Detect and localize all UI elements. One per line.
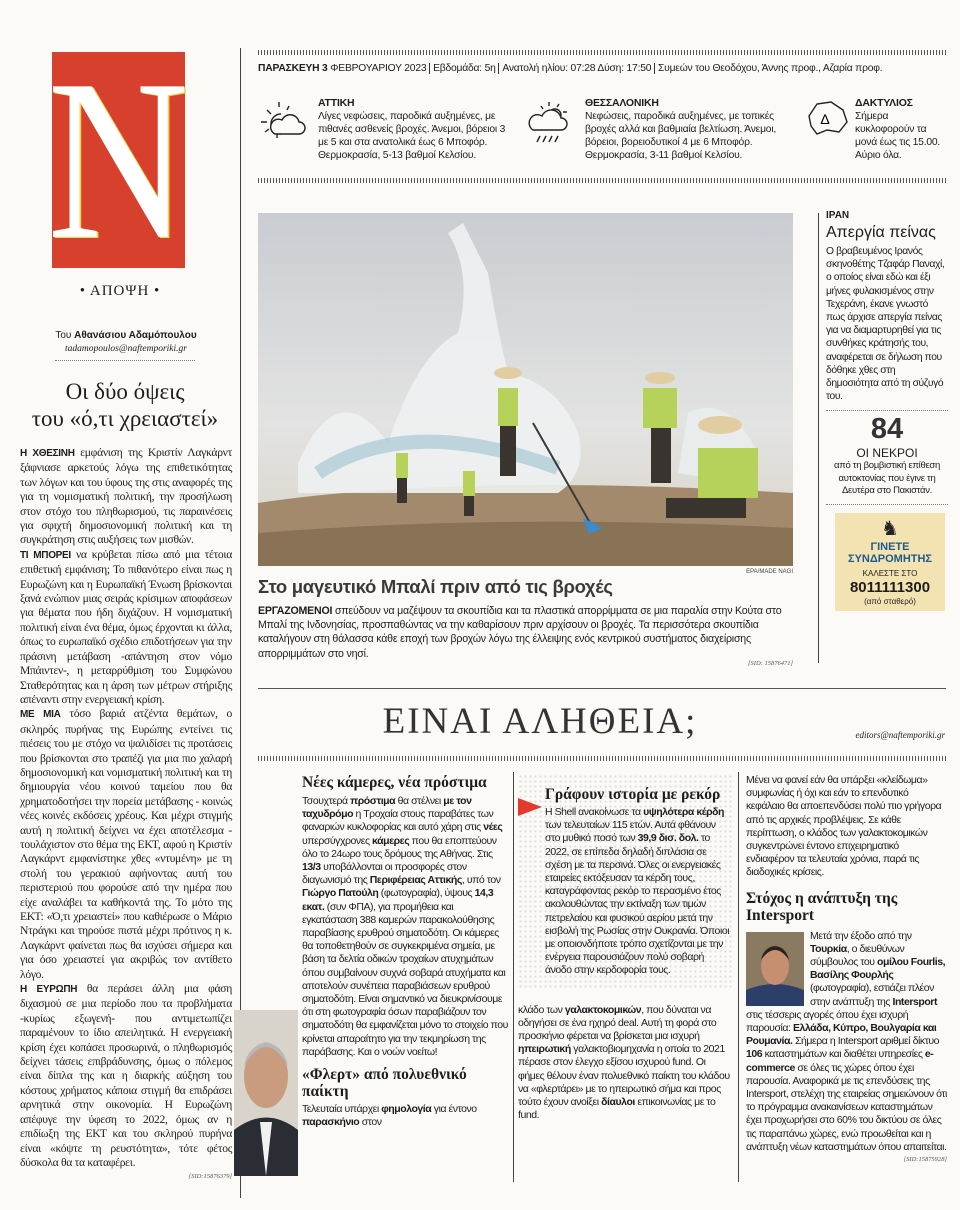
text: υποβάλλονται οι προσφορές στον διαγωνισμό της [302,861,467,887]
opinion-title [10,378,240,432]
column-divider [738,772,739,1182]
item-body [746,930,947,1154]
traffic-ring-map-icon [803,98,849,138]
text: θα στέλνει [395,795,444,807]
ad-call: ΚΑΛΕΣΤΕ ΣΤΟ [862,569,918,579]
photo-credit: EPA/MADE NAGI [746,569,793,575]
bold-text: Περιφέρειας Αττικής [369,874,462,887]
text: το 2022, σε επίπεδα δηλαδή διπλάσια σε σχέση με τα περσινά. Όλες οι ενεργειακές εταιρείες εκτόξευσαν τα κέρδη τους, καταγράφοντας ρεκόρ το περασμένο έτος ακολουθώντας την εκτίναξη των τιμών πετρελαίου και φυσικού αερίου μετά την εισβολή της Ρωσίας στην Ουκρανία. Όποιοι με οποιονδήποτε τρόπο σχετίζονται με την ενέργεια παρουσιάζουν πολύ σοβαρή άνοδο στην κερδοφορία τους. [545,832,730,977]
text: για έντονο [431,1103,477,1116]
column-divider [513,772,514,1182]
sid: [SID:15875928] [903,1156,947,1164]
byline-prefix: Του [55,330,72,341]
dateline [258,63,882,74]
logo-letter: N [47,32,190,287]
text: υπερσύγχρονες [302,834,373,847]
bold-text: Intersport [892,995,937,1008]
stat-text: από τη βομβιστική επίθεση αυτοκτονίας που έγινε τη Δευτέρα στο Πακιστάν. [834,460,940,496]
text: γαλακτοβιομηχανία η οποία το 2021 πέρασε στον έλεγχο εξίσου ισχυρού fund. Οι φήμες θέλουν έναν πολυεθνικό παίκτη του κλάδου να «φλερτάρει» με το ηπειρωτικό σήμα και προς τούτο έχουν ανοίξει [518,1043,730,1109]
paragraph-lead: ΤΙ ΜΠΟΡΕΙ [20,549,71,561]
red-arrow-icon [518,798,542,816]
traffic-ring-letter: Δ [820,111,830,127]
weather-traffic-ring [855,97,947,162]
bold-text: κάμερες [372,834,410,847]
bold-text: Ελλάδα, Κύπρο, Βουλγαρία και Ρουμανία. [746,1022,937,1048]
sidebar-text: Ο βραβευμένος Ιρανός σκηνοθέτης Τζαφάρ Παναχί, ο οποίος είναι εδώ και έξι μήνες φυλακισμένος στην Τεχεράνη, έκανε γνωστό πως άρχισε απεργία πείνας για να διαμαρτυρηθεί για τις συνθήκες κράτησής του, αναφέρεται σε δήλωση που δόθηκε χθες στη δημοσιότητα από τη σύζυγό του. [826,246,945,403]
bold-text: υψηλότερα κέρδη [643,806,725,818]
weather-title: ΔΑΚΤΥΛΙΟΣ [855,97,913,109]
byline [20,330,232,341]
item-title: Γράφουν ιστορία με ρεκόρ [545,786,721,803]
sid: [SID: 15876471] [748,660,793,667]
bold-text: ηπειρωτική [518,1043,571,1056]
hermes-icon: ♞ [881,518,899,541]
text: (συν ΦΠΑ), για προμήθεια και εγκατάσταση 388 καμερών παρακολούθησης παραβίασης ερυθρού σηματοδότη. Οι κάμερες θα τοποθετηθούν σε συγκεκριμένα σημεία, με βάση τα δελτία οδικών τροχαίων ατυχημάτων όπου συμβαίνουν συχνά σοβαρά ατυχήματα και αποτελούν συνέπεια παραβιάσεων ερυθρού σηματοδότη. Είναι σημαντικό να διευκρινίσουμε ότι στη φωτογραφία όσων παραβιάζουν τον σηματοδότη θα εμφανίζεται μόνο το στοιχείο που κρίνεται απαραίτητο για την τεκμηρίωση της παράβασης. Και ο νοών νοείτω! [302,900,508,1058]
bold-text: πρόστιμα [350,795,396,807]
bold-text: παρασκήνιο [302,1116,360,1129]
opinion-paragraph: Η ΧΘΕΣΙΝΗ εμφάνιση της Κριστίν Λαγκάρντ ξάφνιασε αρκετούς λόγω της επιθετικότητας των λόγων και του ύφους της στις αναφορές της για τη νομισματική πολιτική, την προσήλωση στον στόχο του πληθωρισμού, τις παραινέσεις για σφιχτή δημοσιονομική πολιτική και τη συγκράτηση στις αυξήσεις των μισθών. [20,446,232,547]
partly-cloudy-icon [259,98,307,144]
date: ΦΕΒΡΟΥΑΡΙΟΥ 2023 [330,63,427,74]
opinion-body [20,446,232,1170]
text: Σήμερα η Intersport αριθμεί δίκτυο [792,1035,940,1048]
sidebar-kicker: ΙΡΑΝ [826,210,850,221]
title-line: του «ό,τι χρειαστεί» [31,406,219,431]
photo-caption [258,604,793,661]
photo-headline: Στο μαγευτικό Μπαλί πριν από τις βροχές [258,576,613,597]
text: (φωτογραφία), εστιάζει πλέον στην ανάπτυξη της [810,982,934,1008]
highlight-box [518,774,734,988]
item-body [302,795,510,1059]
bold-text: ομίλου Fourlis, Βασίλης Φουρλής [810,956,946,982]
gossip-email[interactable]: editors@naftemporiki.gr [855,730,945,740]
bold-text: 13/3 [302,861,321,874]
name-days: Συμεών του Θεοδόχου, Άννης προφ., Αζαρία προφ. [654,63,882,74]
text: Μετά την έξοδο από την [810,929,912,942]
stat-number: 84 [870,413,904,446]
day: ΠΑΡΑΣΚΕΥΗ 3 [258,63,328,74]
bold-text: Τουρκία [810,942,847,955]
text: , που δύναται να οδηγήσει σε ένα ηχηρό deal. Αυτή τη φορά στο προσκήνιο φέρεται να βρίσκεται μια ισχυρή [518,1003,717,1043]
week: Εβδομάδα: 5η [429,63,496,74]
opinion-paragraph: Η ΕΥΡΩΠΗ θα περάσει άλλη μια φάση διχασμού σε μια περίοδο που τα προβλήματα -κυρίως εξωγενή- που αντιμετωπίζει παραμένουν το ίδιο απειλητικά. Η ενεργειακή κρίση έχει κοπάσει προσωρινά, ο πληθωρισμός δείχνει τάσεις επιβράδυνσης, όμως ο πόλεμος είναι δίπλα της και η διαρκής αύξηση του κόστους χρήματος κάποια στιγμή θα επιδράσει αρνητικά στην οικονομία. Η Ευρωζώνη απέφυγε την ύφεση το 2022, όμως αν η επιδίωξη της ΕΚΤ και του σκληρού πυρήνα είναι «κόψτε τη ρευστότητα», τότε φέτος δύσκολα θα τα καταφέρει. [20,982,232,1169]
bold-text: 14,3 εκατ. [302,887,494,913]
opinion-paragraph: ΤΙ ΜΠΟΡΕΙ να κρύβεται πίσω από μια τέτοια επιθετική εμφάνιση; Το πιθανότερο είναι πως η Ευρωζώνη και η Ευρωπαϊκή Ένωση βρίσκονται ξανά ενώπιον μιας σειράς κρίσιμων αποφάσεων για θέματα που ήδη διχάζουν. Η νομισματική πολιτική είναι ένα θέμα, όμως έρχονται κι άλλα, όπως το ευρωπαϊκό σχέδιο επιδοτήσεων για την πράσινη μετάβαση -απάντηση στον νόμο Μπάιντεν-, η μεταρρύθμιση του Συμφώνου Σταθερότητας και η άρση των μέτρων στήριξης απέναντι στην ενεργειακή κρίση. [20,547,232,706]
item-title: «Φλερτ» από πολυεθνικό παίκτη [302,1066,467,1101]
text: κλάδο των [518,1003,565,1016]
bold-text: νέες [483,821,503,834]
author-name: Αθανάσιου Αδαμόπουλου [74,330,197,341]
bold-text: δίαυλοι [601,1096,635,1109]
item-body [518,1004,734,1123]
bold-text: 39,9 δισ. δολ. [637,832,699,845]
item-body [545,806,730,978]
bold-text: γαλακτοκομικών [564,1003,642,1016]
rain-cloud-icon [527,98,575,144]
fourlis-photo [746,932,804,1006]
sun-times: Ανατολή ηλίου: 07:28 Δύση: 17:50 [498,63,651,74]
ad-line: ΣΥΝΔΡΟΜΗΤΗΣ [847,553,933,566]
ad-phone[interactable]: 8011111300 [849,579,931,597]
sidebar-title: Απεργία πείνας [826,224,936,241]
newspaper-logo [47,32,190,287]
item-title: Στόχος η ανάπτυξη της Intersport [746,889,898,924]
weather-title: ΘΕΣΣΑΛΟΝΙΚΗ [585,97,659,109]
gossip-masthead: ΕΙΝΑΙ ΑΛΗΘΕΙΑ; [382,701,698,742]
bali-beach-photo [258,213,793,566]
title-line: Οι δύο όψεις [65,379,185,404]
text: στις τέσσερις αγορές όπου έχει ισχυρή παρουσία: [746,1008,909,1035]
text: καταστημάτων και διαθέτει υπηρεσίες [762,1048,925,1061]
text: , ο διευθύνων σύμβουλος του [810,942,905,969]
paragraph-lead: ΜΕ ΜΙΑ [20,709,61,721]
caption-lead: ΕΡΓΑΖΟΜΕΝΟΙ [258,605,333,617]
sidebar [826,210,948,611]
paragraph-lead: Η ΧΘΕΣΙΝΗ [20,448,75,459]
text: των τελευταίων 115 ετών. Αυτά φθάνουν στο μυθικό ποσό των [545,819,716,845]
gossip-column-3 [746,774,947,1163]
text: σε όλες τις χώρες όπου έχει παρουσία. Αναφορικά με τις επενδύσεις της Intersport, στελέχη της εταιρείας σημειώνουν ότι το πρόγραμμα ανακαινίσεων καταστημάτων έχει προχωρήσει στο 60% του δικτύου σε όλες τις παραπάνω χώρες, ενώ προωθείται και η ανάπτυξη νέων καταστημάτων όπου απαιτείται. [746,1061,947,1153]
gossip-column-1 [302,774,510,1129]
item-title: Νέες κάμερες, νέα πρόστιμα [302,774,487,791]
ad-note: (από σταθερό) [864,597,916,607]
text: επικοινωνίας με το fund. [518,1096,716,1122]
item-body [302,1103,510,1129]
bold-text: με τον ταχυδρόμο [302,795,472,821]
text: Τσουχτερά [302,795,351,807]
text: στον [359,1116,382,1129]
weather-text: Σήμερα κυκλοφορούν τα μονά έως τις 15.00. Αύριο όλα. [855,111,941,161]
text: Τελευταία υπάρχει [302,1103,382,1116]
sid: [SID:15876379] [188,1173,232,1181]
bold-text: 106 [746,1048,763,1061]
ad-line: ΓΙΝΕΤΕ [870,541,910,554]
subscribe-ad[interactable] [835,513,945,611]
text: Μένει να φανεί εάν θα υπάρξει «κλείδωμα» συμφωνίας ή όχι και εάν το επενδυτικό κεφάλαιο θα αποεπενδύσει πολύ πιο γρήγορα από τις αρχικές προβλέψεις. Σε κάθε περίπτωση, ο κλάδος των γαλακτοκομικών συγκεντρώνει έντονο επιχειρηματικό ενδιαφέρον τα τελευταία χρόνια, παρά τις διαδοχικές κρίσεις. [746,774,942,879]
text: , υπό τον [461,874,501,887]
weather-text: Νεφώσεις, παροδικά αυξημένες, με τοπικές βροχές αλλά και βαθμιαία βελτίωση. Άνεμοι, βόρειοι, βορειοδυτικοί 4 με 6 Μποφόρ. Θερμοκρασία, 3-11 βαθμοί Κελσίου. [585,111,777,161]
text: η Τροχαία στους παραβάτες των φαναριών κυκλοφορίας και αυτό χάρη στις [302,808,494,834]
item-body [746,774,947,880]
stat-label: ΟΙ ΝΕΚΡΟΙ [856,446,918,461]
bold-text: e-commerce [746,1048,934,1074]
weather-text: Λίγες νεφώσεις, παροδικά αυξημένες, με πιθανές ασθενείς βροχές. Άνεμοι, βόρειοι 3 με 5 και στα ανατολικά έως 6 Μποφόρ. Θερμοκρασία, 5-13 βαθμοί Κελσίου. [318,111,506,161]
author-email[interactable]: tadamopoulos@naftemporiki.gr [65,344,187,354]
text: που θα εποπτεύουν όλο το 24ωρο τους δρόμους της Αθήνας. Στις [302,834,497,860]
weather-attica [318,97,508,162]
bold-text: Γιώργο Πατούλη [302,887,379,900]
paragraph-lead: Η ΕΥΡΩΠΗ [20,984,78,996]
weather-title: ΑΤΤΙΚΗ [318,97,355,109]
opinion-paragraph: ΜΕ ΜΙΑ τόσο βαριά ατζέντα θεμάτων, ο σκληρός πυρήνας της Ευρώπης εντείνει τις πιέσεις του με στόχο να ψαλιδίσει τις προτάσεις που βρίσκονται στο τραπέζι για μια πιο χαλαρή δημοσιονομική και νομισματική πολιτική και τη δημιουργία νέου κοινού ταμείου που θα χρηματοδοτήσει την πορεία μετάβασης - κοινώς νέες κοινές εκδόσεις χρέους. Και μέχρι στιγμής αυτή η πολιτική δείχνει να έχει αποτέλεσμα - τουλάχιστον στο θέμα της ΕΚΤ, αφού η Κριστίν Λαγκάρντ εμφανίστηκε χθες «ντυμένη» με τη στολή του γερακιού αφήνοντας αυτή του περιστεριού που φορούσε από την ημέρα που είχε αναλάβει τα καθήκοντά της. Το μότο της ΕΚΤ: «Ό,τι χρειαστεί» που καθιέρωσε ο Μάριο Ντράγκι και τηρούσε πιστά μέχρι πρότινος η κ. Λαγκάρντ φαίνεται πως θα ισχύσει σήμερα και για όσο χρειαστεί για ακριβώς τον αντίθετο λόγο. [20,707,232,981]
section-label: • ΑΠΟΨΗ • [79,283,161,299]
opinion-column [20,446,232,1180]
bold-text: φημολογία [381,1103,432,1116]
caption-text: σπεύδουν να μαζέψουν τα σκουπίδια και τα πλαστικά απορρίμματα σε μια παραλία στην Κούτα στο Μπαλί της Ινδονησίας, προσπαθώντας να την καθαρίσουν πριν αρχίσουν οι βροχές. Τα περισσότερα σκουπίδια καταλήγουν στη θάλασσα κάθε εποχή των βροχών λόγω της έλλειψης ενός κεντρικού συστήματος διαχείρισης απορριμμάτων στο νησί. [258,605,782,660]
weather-thessaloniki [585,97,790,162]
sidebar-divider [818,213,819,663]
patoulis-photo [234,1010,298,1176]
text: Η Shell ανακοίνωσε τα [545,806,644,818]
gossip-column-2 [518,774,734,1122]
text: (φωτογραφία), ύψους [378,887,475,900]
